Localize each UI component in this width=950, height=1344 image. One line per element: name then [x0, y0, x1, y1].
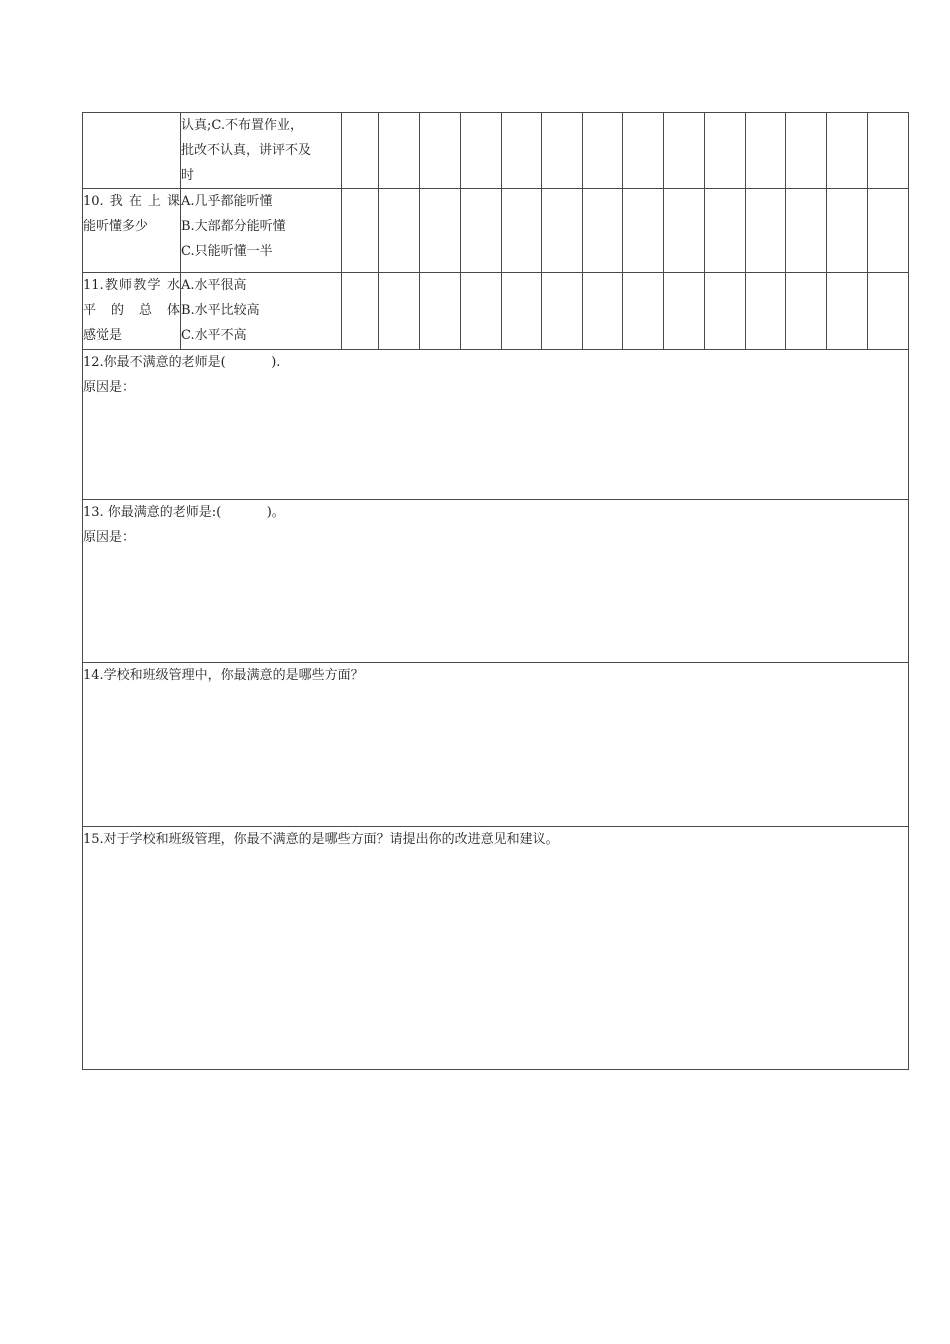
option-text: 批改不认真，讲评不及 — [181, 143, 312, 158]
option-text: C.只能听懂一半 — [181, 244, 273, 259]
rating-cell[interactable] — [342, 273, 379, 350]
answer-area-q14[interactable] — [83, 663, 909, 827]
rating-cell[interactable] — [583, 189, 623, 273]
rating-cell[interactable] — [664, 113, 705, 189]
options-cell — [181, 273, 342, 350]
rating-cell[interactable] — [827, 113, 868, 189]
answer-area-q12[interactable] — [83, 350, 909, 500]
rating-cell[interactable] — [461, 189, 502, 273]
rating-cell[interactable] — [583, 113, 623, 189]
rating-cell[interactable] — [542, 273, 583, 350]
question-text: 11.教师教学 — [83, 278, 162, 293]
question-prompt: 13. 你最满意的老师是:( )。 — [83, 505, 285, 520]
question-cell — [83, 189, 181, 273]
rating-cell[interactable] — [664, 273, 705, 350]
reason-label: 原因是： — [83, 530, 136, 545]
option-text: A.水平很高 — [181, 278, 247, 293]
rating-cell[interactable] — [827, 189, 868, 273]
rating-cell[interactable] — [746, 189, 786, 273]
rating-cell[interactable] — [542, 113, 583, 189]
rating-cell[interactable] — [746, 273, 786, 350]
question-text: 感觉是 — [83, 328, 123, 343]
open-question-row — [83, 350, 909, 500]
question-cell — [83, 273, 181, 350]
open-question-row — [83, 663, 909, 827]
question-text: 水平的总体 — [83, 278, 180, 318]
table-row — [83, 113, 909, 189]
rating-cell[interactable] — [786, 113, 827, 189]
rating-cell[interactable] — [461, 113, 502, 189]
table-row — [83, 189, 909, 273]
rating-cell[interactable] — [786, 189, 827, 273]
rating-cell[interactable] — [542, 189, 583, 273]
rating-cell[interactable] — [502, 113, 542, 189]
question-prompt: 12.你最不满意的老师是( ). — [83, 355, 281, 370]
open-question-row — [83, 500, 909, 663]
rating-cell[interactable] — [868, 113, 909, 189]
option-text: B.水平比较高 — [181, 303, 260, 318]
rating-cell[interactable] — [461, 273, 502, 350]
question-prompt: 15.对于学校和班级管理，你最不满意的是哪些方面？请提出你的改进意见和建议。 — [83, 832, 559, 847]
option-text: 认真;C.不布置作业， — [181, 118, 303, 133]
rating-cell[interactable] — [705, 273, 746, 350]
question-text: 10.我在上课 — [83, 194, 180, 209]
question-cell — [83, 113, 181, 189]
survey-table — [82, 112, 909, 1070]
rating-cell[interactable] — [420, 273, 461, 350]
question-prompt: 14.学校和班级管理中，你最满意的是哪些方面？ — [83, 668, 364, 683]
table-row — [83, 273, 909, 350]
rating-cell[interactable] — [868, 189, 909, 273]
rating-cell[interactable] — [746, 113, 786, 189]
option-text: B.大部都分能听懂 — [181, 219, 286, 234]
rating-cell[interactable] — [342, 189, 379, 273]
rating-cell[interactable] — [379, 273, 420, 350]
rating-cell[interactable] — [786, 273, 827, 350]
option-text: 时 — [181, 168, 195, 183]
rating-cell[interactable] — [664, 189, 705, 273]
rating-cell[interactable] — [705, 189, 746, 273]
rating-cell[interactable] — [583, 273, 623, 350]
rating-cell[interactable] — [623, 189, 664, 273]
answer-area-q15[interactable] — [83, 827, 909, 1070]
options-cell — [181, 189, 342, 273]
option-text: A.几乎都能听懂 — [181, 194, 273, 209]
rating-cell[interactable] — [623, 113, 664, 189]
rating-cell[interactable] — [379, 189, 420, 273]
options-cell — [181, 113, 342, 189]
rating-cell[interactable] — [379, 113, 420, 189]
reason-label: 原因是： — [83, 380, 136, 395]
rating-cell[interactable] — [868, 273, 909, 350]
rating-cell[interactable] — [342, 113, 379, 189]
rating-cell[interactable] — [502, 273, 542, 350]
question-text: 能听懂多少 — [83, 219, 149, 234]
rating-cell[interactable] — [420, 113, 461, 189]
rating-cell[interactable] — [420, 189, 461, 273]
rating-cell[interactable] — [623, 273, 664, 350]
rating-cell[interactable] — [502, 189, 542, 273]
answer-area-q13[interactable] — [83, 500, 909, 663]
rating-cell[interactable] — [705, 113, 746, 189]
option-text: C.水平不高 — [181, 328, 247, 343]
open-question-row — [83, 827, 909, 1070]
rating-cell[interactable] — [827, 273, 868, 350]
